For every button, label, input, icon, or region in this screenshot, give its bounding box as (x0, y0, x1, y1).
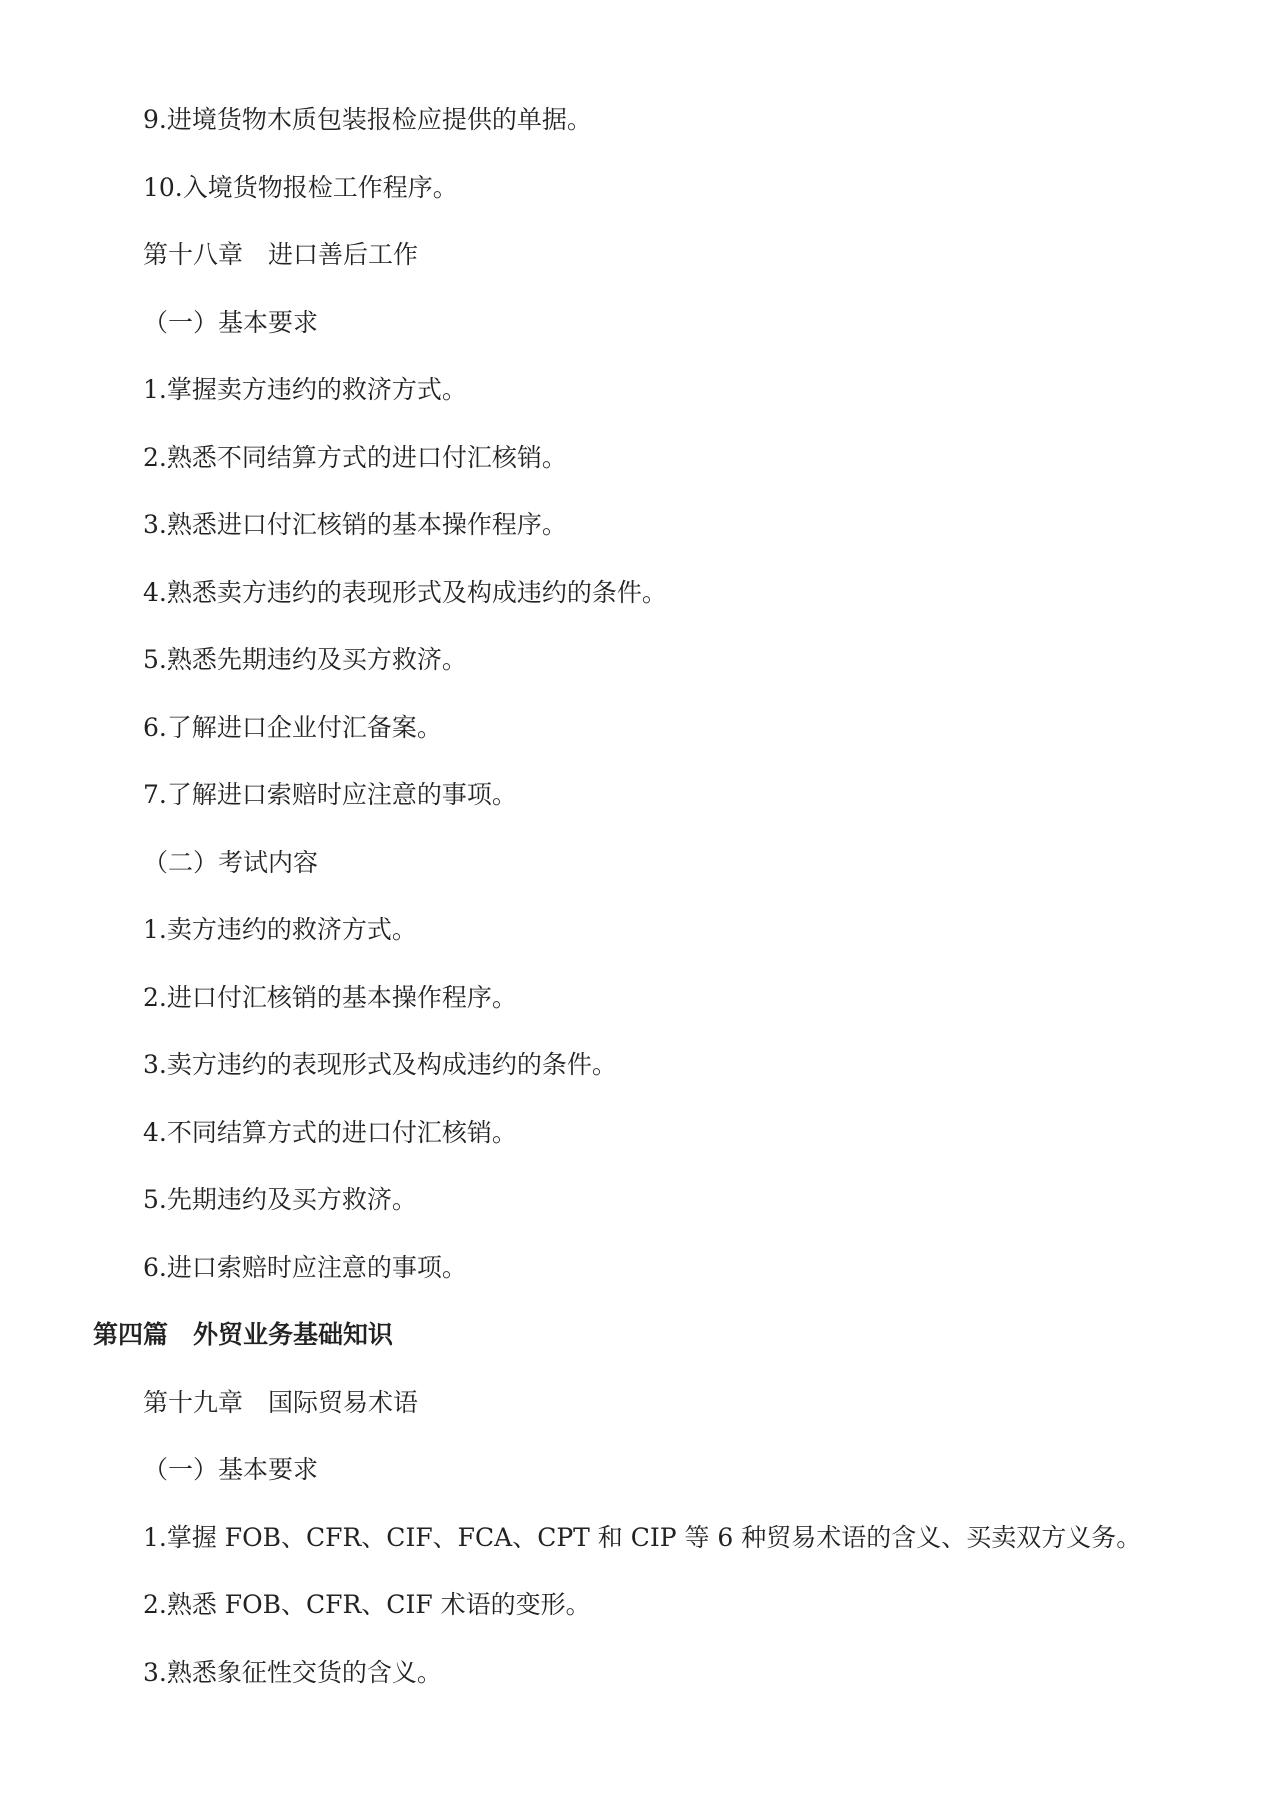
requirement-item-3-ch19: 3.熟悉象征性交货的含义。 (143, 1658, 442, 1687)
requirement-item-6: 6.了解进口企业付汇备案。 (143, 713, 442, 742)
exam-item-1: 1.卖方违约的救济方式。 (143, 915, 417, 944)
requirement-item-3: 3.熟悉进口付汇核销的基本操作程序。 (143, 510, 567, 539)
requirement-item-7: 7.了解进口索赔时应注意的事项。 (143, 780, 517, 809)
requirement-item-1: 1.掌握卖方违约的救济方式。 (143, 375, 467, 404)
chapter-18-heading: 第十八章 进口善后工作 (143, 240, 419, 269)
requirement-item-2-ch19: 2.熟悉 FOB、CFR、CIF 术语的变形。 (143, 1590, 591, 1619)
chapter-19-heading: 第十九章 国际贸易术语 (143, 1388, 419, 1417)
exam-item-6: 6.进口索赔时应注意的事项。 (143, 1253, 467, 1282)
exam-item-5: 5.先期违约及买方救济。 (143, 1185, 417, 1214)
section-basic-requirements-2: （一）基本要求 (143, 1455, 319, 1484)
requirement-item-1-ch19: 1.掌握 FOB、CFR、CIF、FCA、CPT 和 CIP 等 6 种贸易术语的含义、买卖双方义务。 (143, 1523, 1142, 1552)
exam-item-4: 4.不同结算方式的进口付汇核销。 (143, 1118, 517, 1147)
requirement-item-2: 2.熟悉不同结算方式的进口付汇核销。 (143, 443, 567, 472)
text-line-item-9: 9.进境货物木质包装报检应提供的单据。 (143, 105, 592, 134)
text-line-item-10: 10.入境货物报检工作程序。 (143, 173, 458, 202)
section-exam-content: （二）考试内容 (143, 848, 319, 877)
part-4-heading: 第四篇 外贸业务基础知识 (93, 1320, 394, 1349)
exam-item-2: 2.进口付汇核销的基本操作程序。 (143, 983, 517, 1012)
exam-item-3: 3.卖方违约的表现形式及构成违约的条件。 (143, 1050, 617, 1079)
requirement-item-5: 5.熟悉先期违约及买方救济。 (143, 645, 467, 674)
requirement-item-4: 4.熟悉卖方违约的表现形式及构成违约的条件。 (143, 578, 667, 607)
section-basic-requirements: （一）基本要求 (143, 308, 319, 337)
